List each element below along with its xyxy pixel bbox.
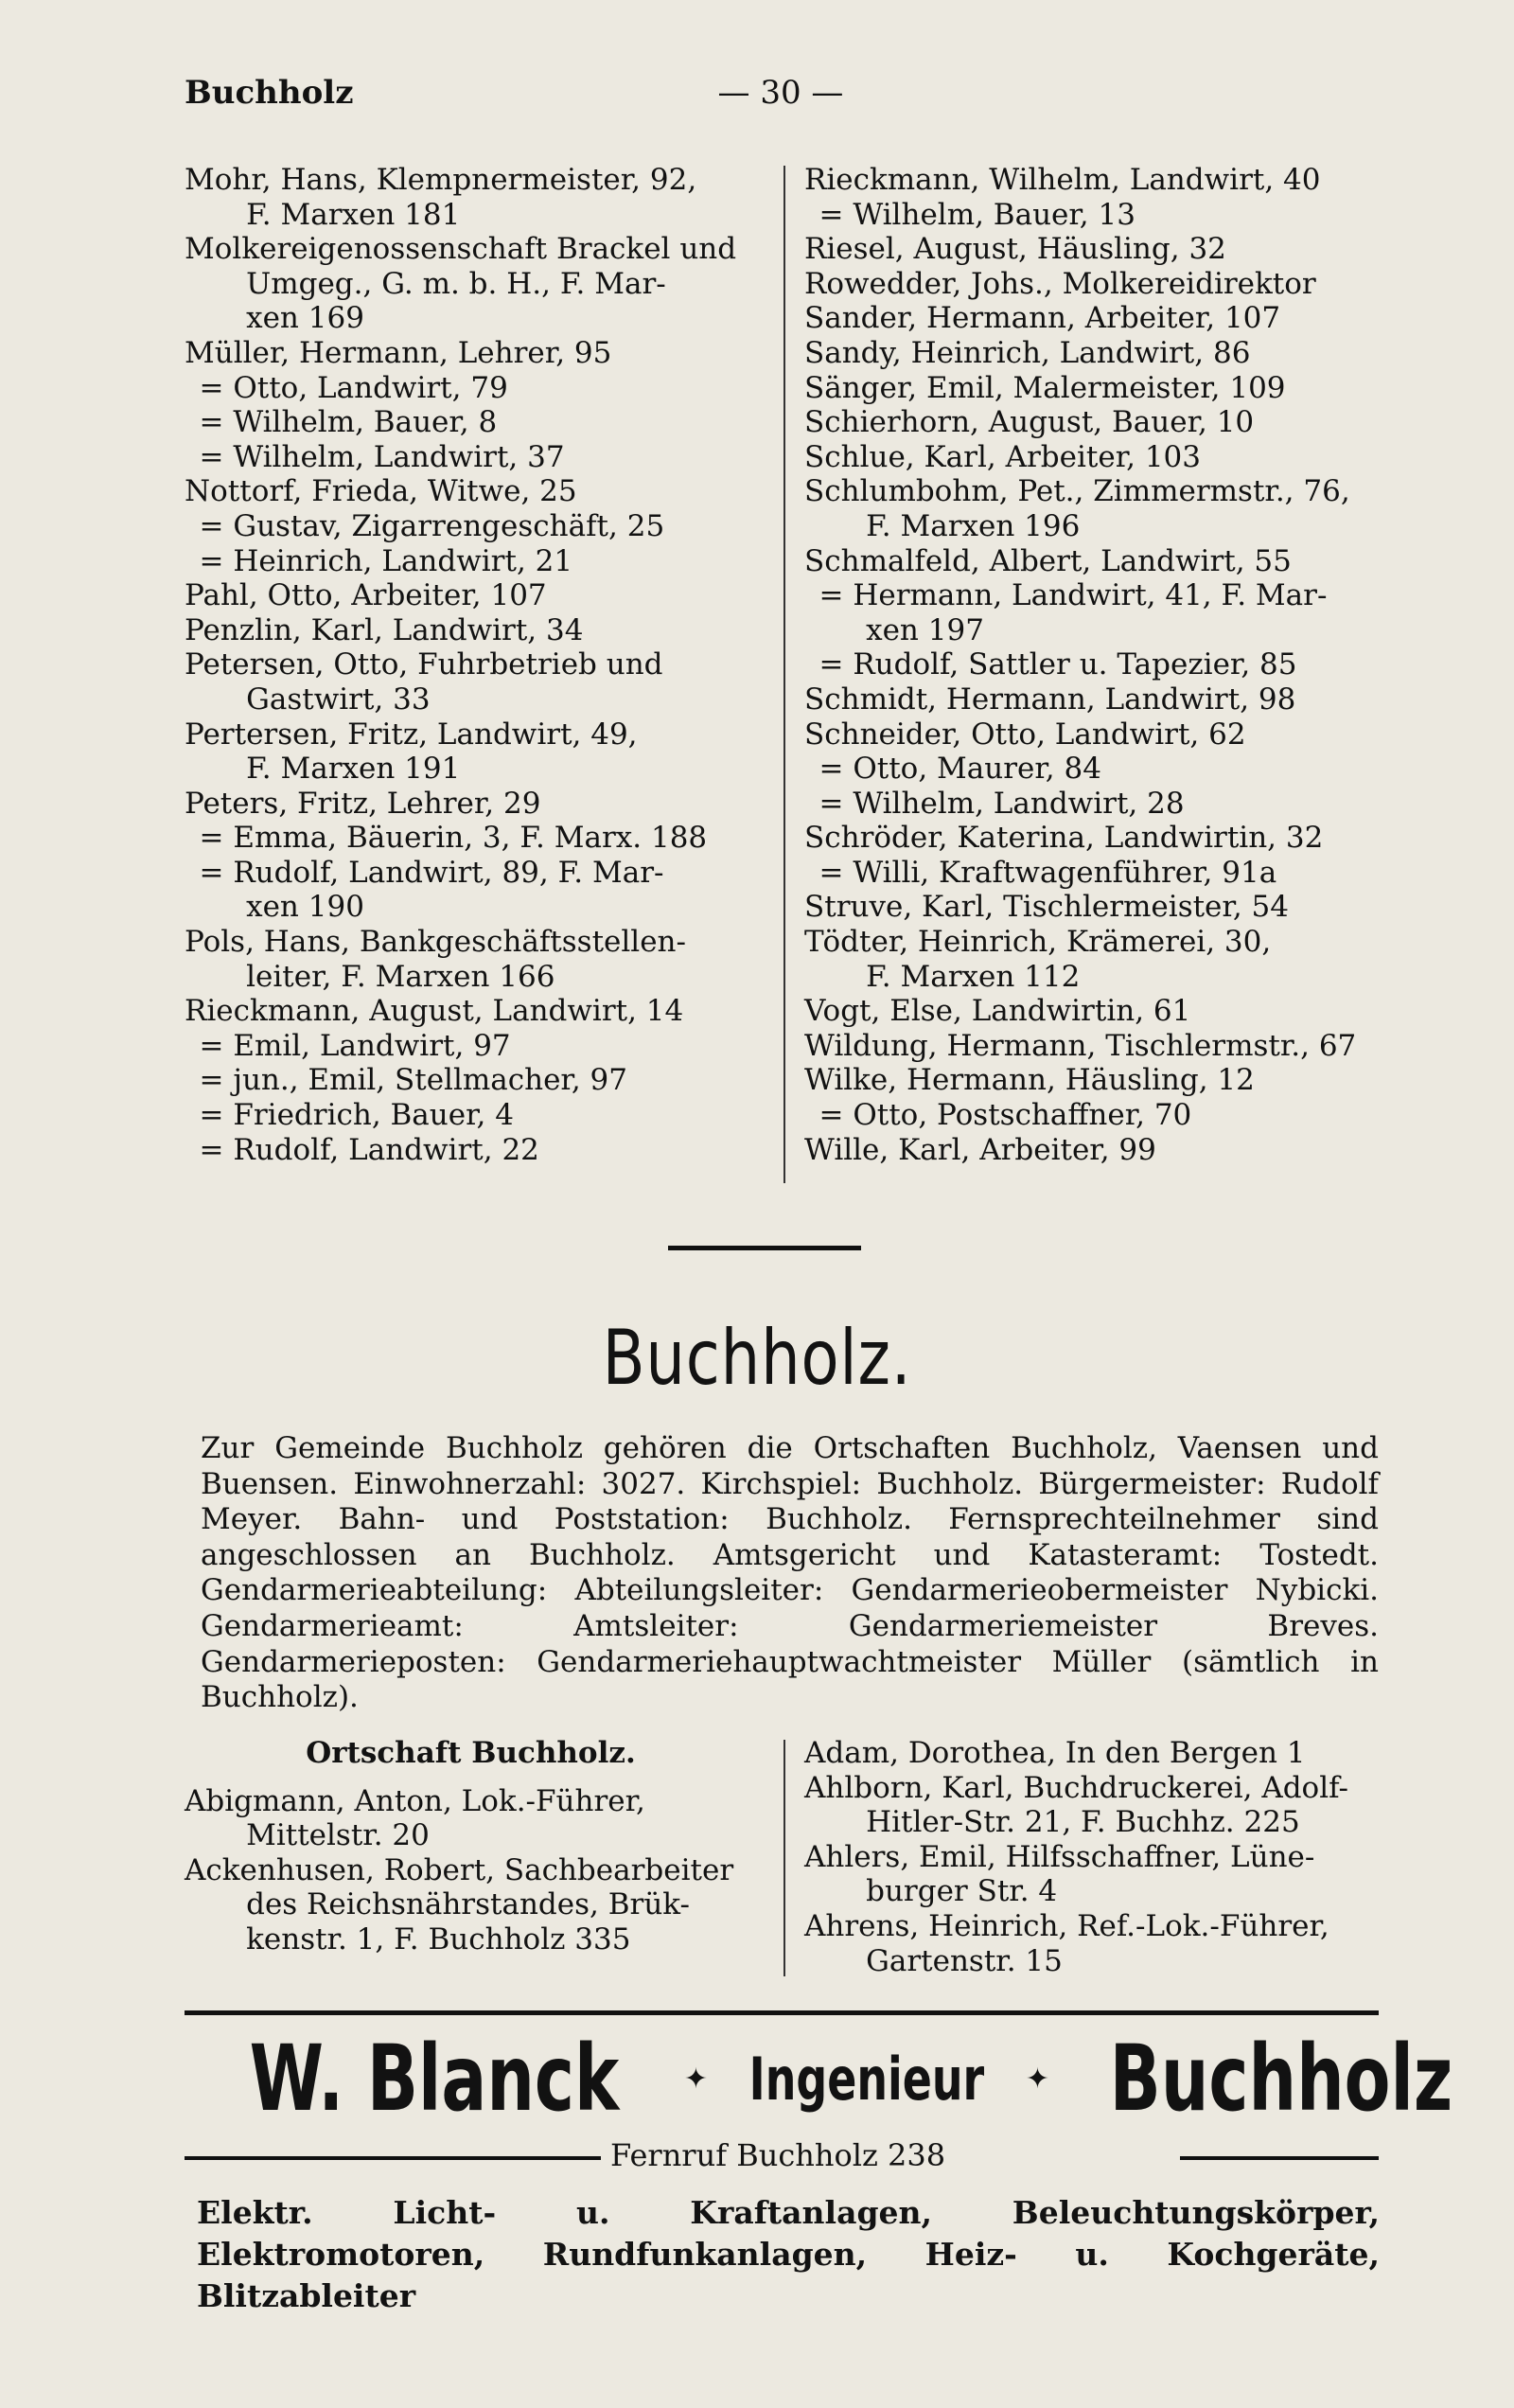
entry-text: Schlue, Karl, Arbeiter, 103: [804, 439, 1201, 474]
running-head: [185, 74, 1377, 121]
ortschaft-left-column: [185, 1736, 757, 1957]
entry-text: = Gustav, Zigarrengeschäft, 25: [199, 508, 665, 543]
entry-text: = Rudolf, Landwirt, 89, F. Mar-: [199, 855, 664, 890]
entry-text: Rieckmann, August, Landwirt, 14: [185, 994, 684, 1029]
entry-text: = Heinrich, Landwirt, 21: [199, 543, 573, 578]
star-icon: ✦: [1025, 2062, 1049, 2096]
directory-entry: [185, 336, 757, 371]
entry-text: = Wilhelm, Landwirt, 28: [819, 786, 1185, 821]
entry-text: = Friedrich, Bauer, 4: [199, 1098, 514, 1133]
directory-entry: [804, 267, 1377, 302]
advert-phone: Fernruf Buchholz 238: [610, 2137, 946, 2173]
directory-entry: [804, 752, 1377, 787]
directory-entry: [804, 890, 1377, 925]
entry-text: = Hermann, Landwirt, 41, F. Mar-: [819, 578, 1328, 613]
directory-entry: [185, 1133, 757, 1168]
directory-entry: [804, 787, 1377, 822]
directory-entry: [804, 1840, 1377, 1909]
entry-text: Molkereigenossenschaft Brackel und: [185, 232, 737, 267]
directory-entry: [804, 1098, 1377, 1133]
directory-entry: [804, 821, 1377, 856]
directory-entry: [185, 613, 757, 648]
entry-text: = Otto, Postschaffner, 70: [819, 1098, 1192, 1133]
advert-profession: Ingenieur: [748, 2044, 985, 2114]
section-rule: [668, 1246, 861, 1250]
right-column: [804, 163, 1377, 1167]
entry-continuation: F. Marxen 112: [866, 959, 1081, 994]
directory-entry: [804, 1909, 1377, 1978]
town-intro: Zur Gemeinde Buchholz gehören die Ortschaften Buchholz, Vaensen und Buensen. Einwohnerzahl: 3027. Kirchspiel: Buchholz. Bürgermeister: Rudolf Meyer. Bahn- und Poststation: Buchholz. Fernsprechteilnehmer sind angeschlossen an Buchholz. Amtsgericht und Katasteramt: Tostedt. Gendarmerieabteilung: Abteilungsleiter: Gendarmerieobermeister Nybicki. Gendarmerieamt: Amtsleiter: Gendarmeriemeister Breves. Gendarmerieposten: Gendarmeriehauptwachtmeister Müller (sämtlich in Buchholz).: [201, 1431, 1379, 1715]
entry-text: Schmalfeld, Albert, Landwirt, 55: [804, 543, 1292, 578]
directory-entry: [804, 1029, 1377, 1064]
directory-entry: [804, 578, 1377, 613]
entry-continuation: kenstr. 1, F. Buchholz 335: [246, 1921, 631, 1956]
entry-text: = jun., Emil, Stellmacher, 97: [199, 1063, 627, 1098]
entry-text: Vogt, Else, Landwirtin, 61: [804, 994, 1191, 1029]
directory-entry: [185, 1029, 757, 1064]
directory-entry: [804, 717, 1377, 752]
directory-entry: [804, 647, 1377, 682]
entry-text: Peters, Fritz, Lehrer, 29: [185, 786, 541, 821]
directory-entry: [804, 856, 1377, 891]
directory-entry: [185, 578, 757, 613]
directory-entry: [804, 232, 1377, 267]
left-column: [185, 163, 757, 1167]
entry-text: Schneider, Otto, Landwirt, 62: [804, 717, 1246, 752]
entry-text: Rieckmann, Wilhelm, Landwirt, 40: [804, 163, 1321, 197]
entry-text: = Otto, Maurer, 84: [819, 752, 1101, 787]
directory-entry: [185, 232, 757, 301]
entry-text: = Willi, Kraftwagenführer, 91a: [819, 855, 1277, 890]
entry-text: Mohr, Hans, Klempnermeister, 92,: [185, 163, 697, 197]
directory-entry: [185, 1853, 757, 1922]
entry-continuation: Hitler-Str. 21, F. Buchhz. 225: [866, 1805, 1300, 1840]
entry-text: Pols, Hans, Bankgeschäftsstellen-: [185, 925, 686, 960]
entry-continuation: xen 197: [866, 612, 984, 647]
entry-text: Tödter, Heinrich, Krämerei, 30,: [804, 925, 1272, 960]
entry-text: = Otto, Landwirt, 79: [199, 370, 508, 405]
entry-text: = Wilhelm, Bauer, 13: [819, 197, 1136, 232]
ortschaft-right-column: [804, 1736, 1377, 1978]
star-icon: ✦: [683, 2062, 709, 2096]
directory-entry: [185, 509, 757, 544]
page-number: — 30 —: [717, 74, 844, 112]
directory-entry: [804, 405, 1377, 440]
entry-continuation: F. Marxen 196: [866, 508, 1081, 543]
entry-continuation: des Reichsnährstandes, Brük-: [246, 1887, 691, 1922]
entry-text: Abigmann, Anton, Lok.-Führer,: [185, 1783, 645, 1818]
directory-entry: [804, 440, 1377, 475]
entry-continuation: burger Str. 4: [866, 1874, 1058, 1909]
entry-text: Pahl, Otto, Arbeiter, 107: [185, 578, 547, 613]
advert-services: Elektr. Licht- u. Kraftanlagen, Beleuchtungskörper, Elektromotoren, Rundfunkanlagen, Heiz- u. Kochgeräte, Blitzableiter: [197, 2194, 1380, 2314]
directory-entry: [804, 301, 1377, 336]
directory-entry: [804, 613, 1377, 648]
town-heading: Buchholz.: [602, 1314, 912, 1402]
running-head-place: Buchholz: [185, 74, 354, 112]
entry-text: = Emma, Bäuerin, 3, F. Marx. 188: [199, 821, 708, 856]
entry-text: Schlumbohm, Pet., Zimmermstr., 76,: [804, 474, 1350, 509]
advert-town: Buchholz: [1109, 2026, 1453, 2132]
entry-text: Sandy, Heinrich, Landwirt, 86: [804, 335, 1251, 370]
column-divider: [783, 166, 785, 1183]
entry-text: Ackenhusen, Robert, Sachbearbeiter: [185, 1852, 734, 1887]
directory-entry: [185, 440, 757, 475]
entry-continuation: xen 169: [246, 301, 364, 336]
entry-text: Wilke, Hermann, Häusling, 12: [804, 1063, 1255, 1098]
advert-name: W. Blanck: [249, 2026, 620, 2132]
entry-continuation: Umgeg., G. m. b. H., F. Mar-: [246, 266, 666, 301]
directory-entry: [804, 925, 1377, 994]
directory-entry: [804, 371, 1377, 406]
entry-text: Sander, Hermann, Arbeiter, 107: [804, 301, 1281, 336]
entry-continuation: leiter, F. Marxen 166: [246, 959, 555, 994]
entry-text: Schierhorn, August, Bauer, 10: [804, 405, 1255, 440]
entry-text: Schmidt, Hermann, Landwirt, 98: [804, 682, 1296, 717]
entry-text: Nottorf, Frieda, Witwe, 25: [185, 474, 577, 509]
entry-continuation: xen 190: [246, 890, 364, 925]
entry-continuation: F. Marxen 181: [246, 197, 461, 232]
entry-text: = Wilhelm, Bauer, 8: [199, 405, 498, 440]
directory-entry: [804, 1133, 1377, 1168]
entry-text: = Wilhelm, Landwirt, 37: [199, 439, 565, 474]
directory-entry: [185, 1784, 757, 1853]
entry-text: Struve, Karl, Tischlermeister, 54: [804, 890, 1289, 925]
entry-text: Wille, Karl, Arbeiter, 99: [804, 1132, 1156, 1167]
advert-rule: [1180, 2156, 1379, 2160]
directory-entry: [185, 163, 757, 232]
advert-rule: [185, 2156, 601, 2160]
directory-entry: [804, 544, 1377, 579]
advert-banner: [0, 2026, 1514, 2132]
entry-continuation: F. Marxen 191: [246, 752, 461, 787]
directory-entry: [185, 787, 757, 822]
directory-entry: [185, 301, 757, 336]
entry-text: Petersen, Otto, Fuhrbetrieb und: [185, 647, 663, 682]
directory-entry: [185, 1063, 757, 1098]
entry-text: Riesel, August, Häusling, 32: [804, 232, 1226, 267]
directory-entry: [804, 1736, 1377, 1771]
directory-entry: [804, 163, 1377, 198]
directory-entry: [185, 544, 757, 579]
directory-entry: [804, 682, 1377, 717]
entry-text: = Rudolf, Sattler u. Tapezier, 85: [819, 647, 1297, 682]
entry-continuation: Gastwirt, 33: [246, 682, 431, 717]
column-divider: [783, 1740, 785, 1976]
directory-entry: [185, 1922, 757, 1957]
entry-text: Adam, Dorothea, In den Bergen 1: [804, 1736, 1306, 1770]
entry-continuation: Mittelstr. 20: [246, 1818, 430, 1853]
directory-entry: [185, 717, 757, 787]
entry-text: Rowedder, Johs., Molkereidirektor: [804, 266, 1316, 301]
entry-text: Schröder, Katerina, Landwirtin, 32: [804, 821, 1324, 856]
directory-entry: [185, 474, 757, 509]
ortschaft-heading: Ortschaft Buchholz.: [306, 1736, 636, 1770]
directory-entry: [185, 821, 757, 856]
directory-entry: [804, 1771, 1377, 1840]
directory-entry: [185, 994, 757, 1029]
advert-top-rule: [185, 2010, 1379, 2015]
entry-text: Müller, Hermann, Lehrer, 95: [185, 335, 612, 370]
entry-continuation: Gartenstr. 15: [866, 1943, 1063, 1978]
directory-entry: [185, 1098, 757, 1133]
entry-text: Wildung, Hermann, Tischlermstr., 67: [804, 1028, 1357, 1063]
directory-entry: [804, 198, 1377, 233]
directory-entry: [804, 994, 1377, 1029]
entry-text: Ahlborn, Karl, Buchdruckerei, Adolf-: [804, 1770, 1348, 1805]
entry-text: = Emil, Landwirt, 97: [199, 1028, 511, 1063]
directory-entry: [185, 647, 757, 717]
directory-entry: [804, 474, 1377, 543]
entry-text: Ahlers, Emil, Hilfsschaffner, Lüne-: [804, 1839, 1315, 1874]
directory-entry: [804, 1063, 1377, 1098]
directory-entry: [185, 405, 757, 440]
directory-entry: [185, 371, 757, 406]
directory-entry: [185, 856, 757, 891]
entry-text: Pertersen, Fritz, Landwirt, 49,: [185, 717, 638, 752]
directory-entry: [185, 925, 757, 994]
entry-text: Ahrens, Heinrich, Ref.-Lok.-Führer,: [804, 1908, 1329, 1943]
entry-text: = Rudolf, Landwirt, 22: [199, 1132, 539, 1167]
advert-phone-line: [185, 2137, 1379, 2179]
directory-entry: [804, 336, 1377, 371]
directory-entry: [185, 890, 757, 925]
entry-text: Penzlin, Karl, Landwirt, 34: [185, 612, 584, 647]
entry-text: Sänger, Emil, Malermeister, 109: [804, 370, 1286, 405]
